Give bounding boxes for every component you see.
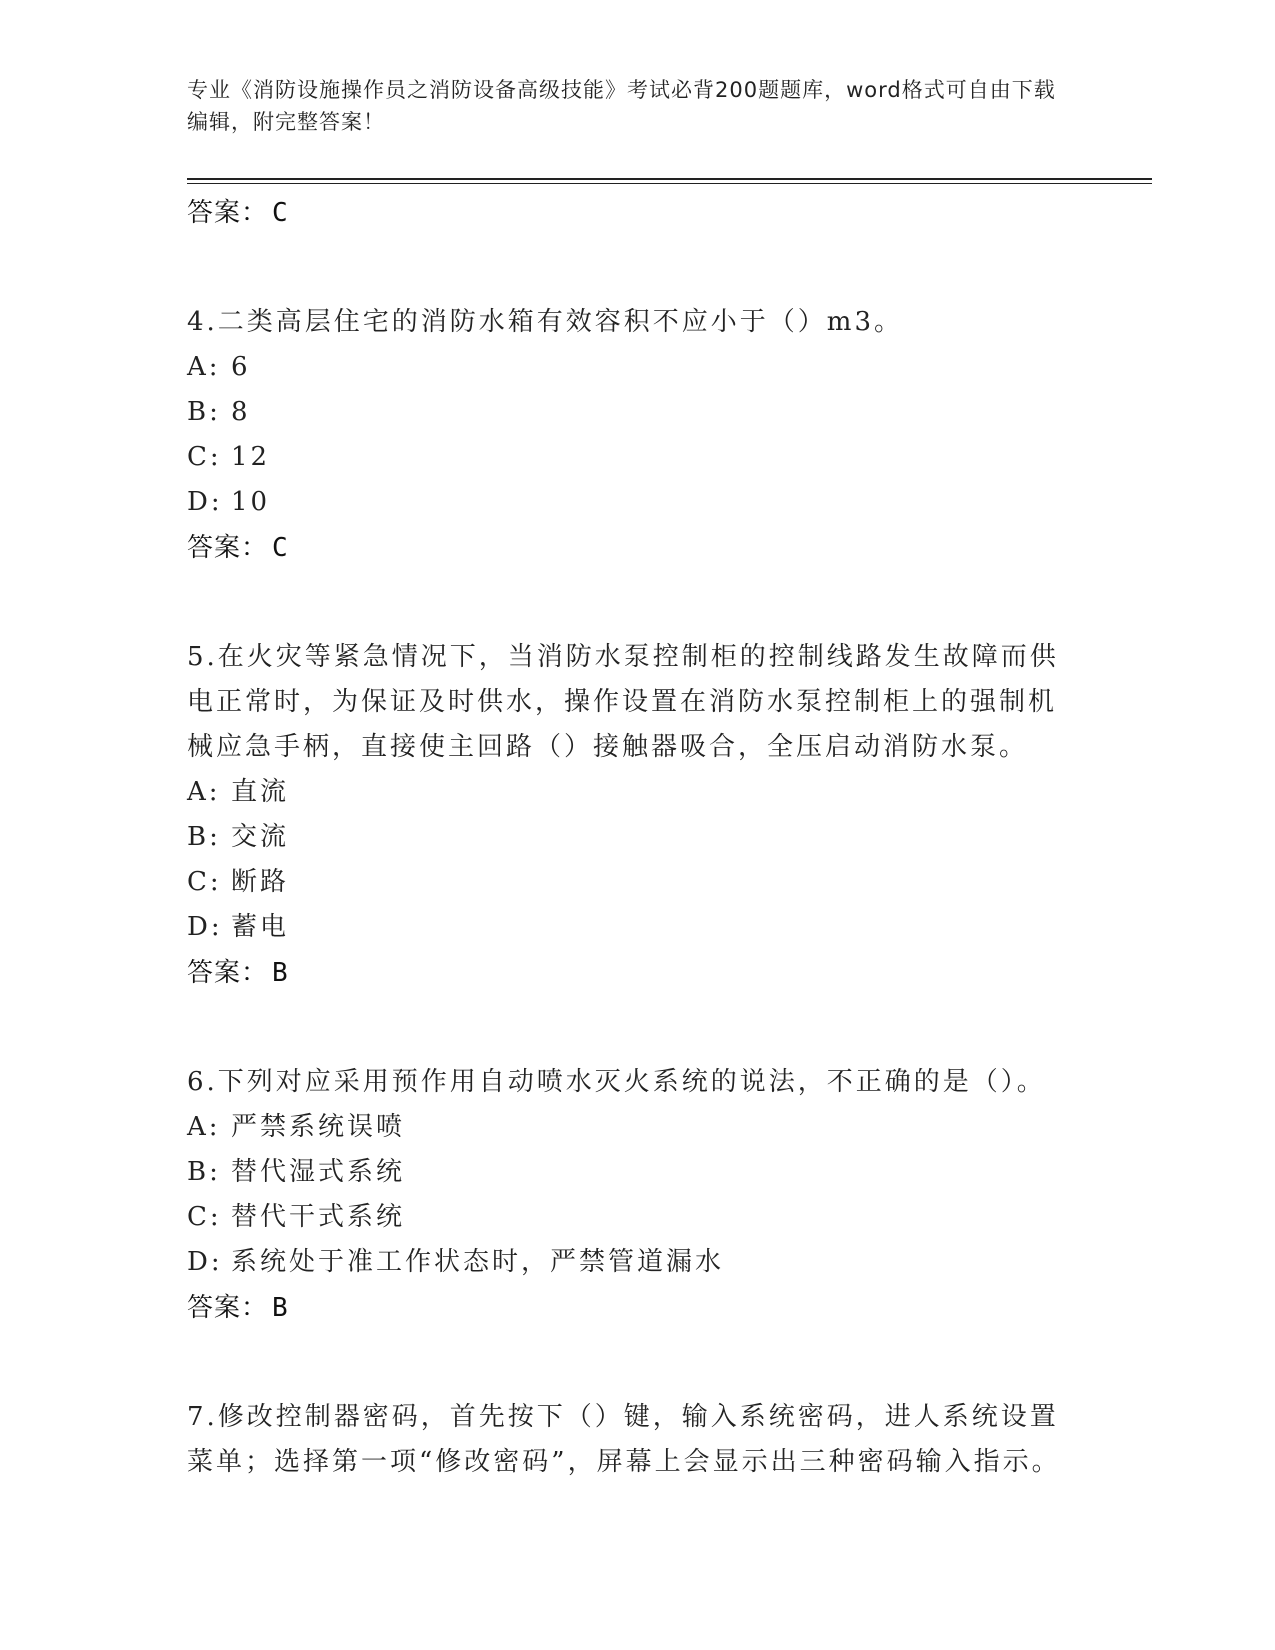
question-4-text: 4.二类高层住宅的消防水箱有效容积不应小于（）m3。 [187, 307, 904, 337]
option-letter: B: [187, 822, 221, 852]
option-letter: C: [187, 1202, 222, 1232]
answer-label: 答案： [187, 198, 269, 228]
answer-line [187, 190, 1067, 236]
question-5-text: 5.在火灾等紧急情况下，当消防水泵控制柜的控制线路发生故障而供电正常时，为保证及时供水，操作设置在消防水泵控制柜上的强制机械应急手柄，直接使主回路（）接触器吸合，全压启动消防水泵。 [187, 642, 1059, 762]
question-5-answer [187, 950, 1067, 996]
option-text: 替代湿式系统 [231, 1157, 406, 1187]
option-letter: A: [187, 1112, 221, 1142]
option-letter: B: [187, 397, 221, 427]
answer-label: 答案： [187, 1293, 269, 1323]
question-6-text: 6.下列对应采用预作用自动喷水灭火系统的说法，不正确的是（）。 [187, 1067, 1046, 1097]
option-text: 蓄电 [231, 912, 290, 942]
question-5-option-a [187, 770, 1067, 815]
option-text: 6 [231, 352, 251, 382]
question-6-answer [187, 1285, 1067, 1331]
question-6-option-c [187, 1195, 1067, 1240]
answer-value: C [272, 533, 289, 563]
question-5-option-c [187, 860, 1067, 905]
option-text: 系统处于准工作状态时，严禁管道漏水 [231, 1247, 725, 1277]
header-divider-thick [187, 178, 1152, 180]
question-6-option-a [187, 1105, 1067, 1150]
question-7-text: 7.修改控制器密码，首先按下（）键，输入系统密码，进人系统设置菜单；选择第一项“修改密码”，屏幕上会显示出三种密码输入指示。 [187, 1402, 1061, 1477]
option-text: 12 [231, 442, 271, 472]
option-letter: D: [187, 912, 223, 942]
option-letter: A: [187, 352, 221, 382]
option-text: 断路 [231, 867, 290, 897]
question-5-option-d [187, 905, 1067, 950]
option-letter: C: [187, 442, 222, 472]
question-4-option-d [187, 480, 1067, 525]
question-6-option-b [187, 1150, 1067, 1195]
header-divider-thin [187, 183, 1152, 184]
option-text: 直流 [231, 777, 290, 807]
question-list [187, 190, 1067, 1485]
question-4-option-b [187, 390, 1067, 435]
answer-label: 答案： [187, 533, 269, 563]
option-letter: D: [187, 487, 223, 517]
answer-value: B [272, 1293, 289, 1323]
option-letter: C: [187, 867, 222, 897]
option-text: 替代干式系统 [231, 1202, 406, 1232]
option-text: 8 [231, 397, 251, 427]
question-4-option-c [187, 435, 1067, 480]
option-letter: A: [187, 777, 221, 807]
document-header: 专业《消防设施操作员之消防设备高级技能》考试必背200题题库，word格式可自由下载编辑，附完整答案！ [187, 78, 1056, 134]
answer-label: 答案： [187, 958, 269, 988]
question-5-option-b [187, 815, 1067, 860]
question-6-option-d [187, 1240, 1067, 1285]
answer-value: B [272, 958, 289, 988]
question-4-answer [187, 525, 1067, 571]
question-4-option-a [187, 345, 1067, 390]
option-text: 严禁系统误喷 [231, 1112, 406, 1142]
option-text: 10 [231, 487, 271, 517]
option-letter: D: [187, 1247, 223, 1277]
option-letter: B: [187, 1157, 221, 1187]
answer-value: C [272, 198, 289, 228]
option-text: 交流 [231, 822, 290, 852]
